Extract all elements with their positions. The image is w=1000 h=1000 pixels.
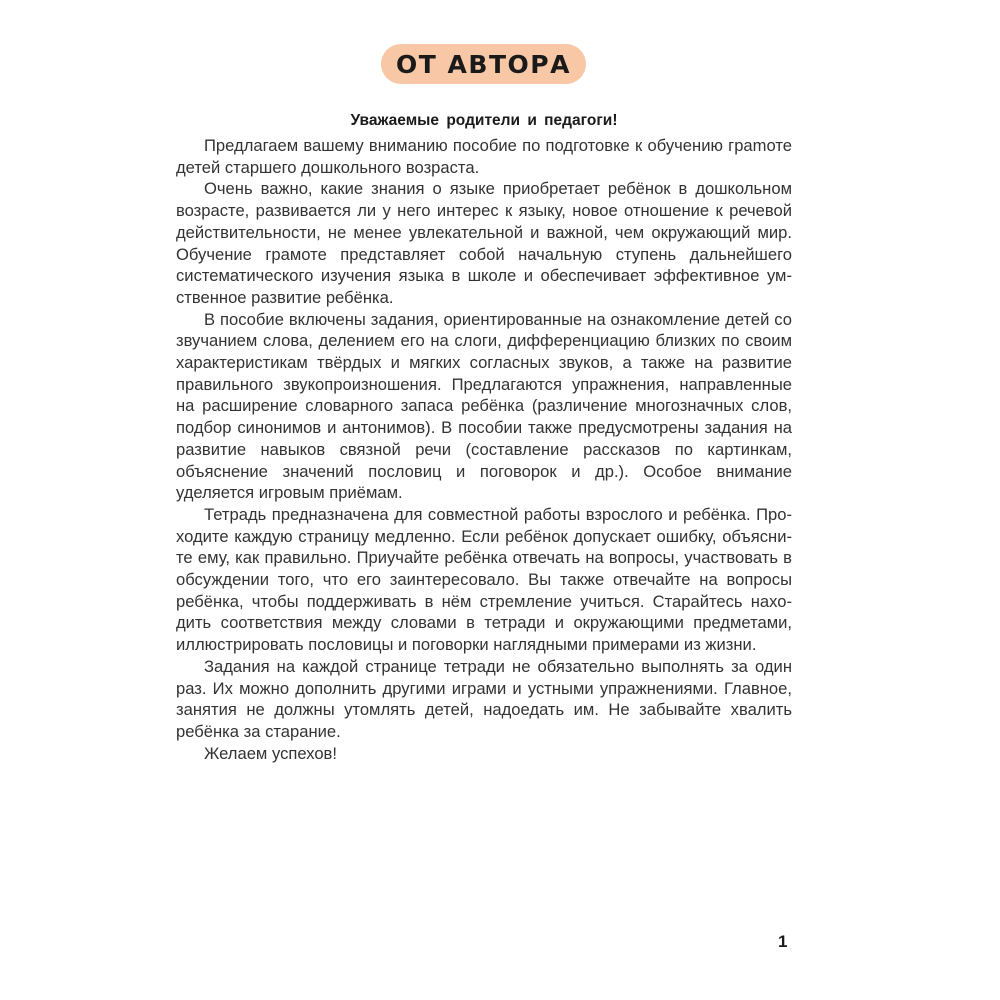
body-text (176, 135, 792, 764)
paragraph-intro: Предлагаем вашему вниманию пособие по подготовке к обучению граmоте детей старшего дошкольного возраста. (176, 136, 792, 177)
page-number: 1 (778, 932, 788, 951)
page-title: ОТ АВТОРА (396, 49, 571, 79)
paragraph-importance: Очень важно, какие знания о языке приобретает ребёнок в дошкольном возрасте, развивается ли у него интерес к языку, новое отношение к речевой действительности, не менее увлекательной и важной, чем окружающий мир. Обучение грамоте представляет собой начальную ступень дальнейшего систематического изучения языка в школе и обеспечивает эффективное умственное развитие ребёнка. (176, 179, 792, 307)
paragraph-advice: Задания на каждой странице тетради не обязательно выполнять за один раз. Их можно дополнить другими играми и устными упражнениями. Главное, занятия не должны утомлять детей, надоедать им. Не забывайте хвалить ребёнка за старание. (176, 656, 792, 741)
title-banner (381, 44, 586, 84)
paragraph-contents: В пособие включены задания, ориентированные на ознакомление детей со звучанием слова, делением его на слоги, дифференциацию близких по своим характеристикам твёрдых и мягких согласных звуков, а также на развитие правильного звукопроизношения. Предлагаются упражнения, направленные на расширение словарного запаса ребёнка (различение многозначных слов, подбор синонимов и антонимов). В пособии также предусмотрены задания на развитие навыков связной речи (составление рассказов по картинкам, объяснение значений пословиц и поговорок и др.). Особое внимание уделяется игровым приёмам. (176, 309, 792, 503)
paragraph-usage: Тетрадь предназначена для совместной работы взрослого и ребёнка. Проходите каждую страницу медленно. Если ребёнок допускает ошибку, объясните ему, как правильно. Приучайте ребёнка отвечать на вопросы, участвовать в обсуждении того, что его заинтересовало. Вы также отвечайте на вопросы ребёнка, чтобы поддерживать в нём стремление учиться. Старайтесь находить соответствия между словами в тетради и окружающими предметами, иллюстрировать пословицы и поговорки наглядными примерами из жизни. (176, 504, 792, 655)
greeting-heading: Уважаемые родители и педагоги! (350, 112, 618, 129)
paragraph-closing: Желаем успехов! (204, 743, 337, 763)
